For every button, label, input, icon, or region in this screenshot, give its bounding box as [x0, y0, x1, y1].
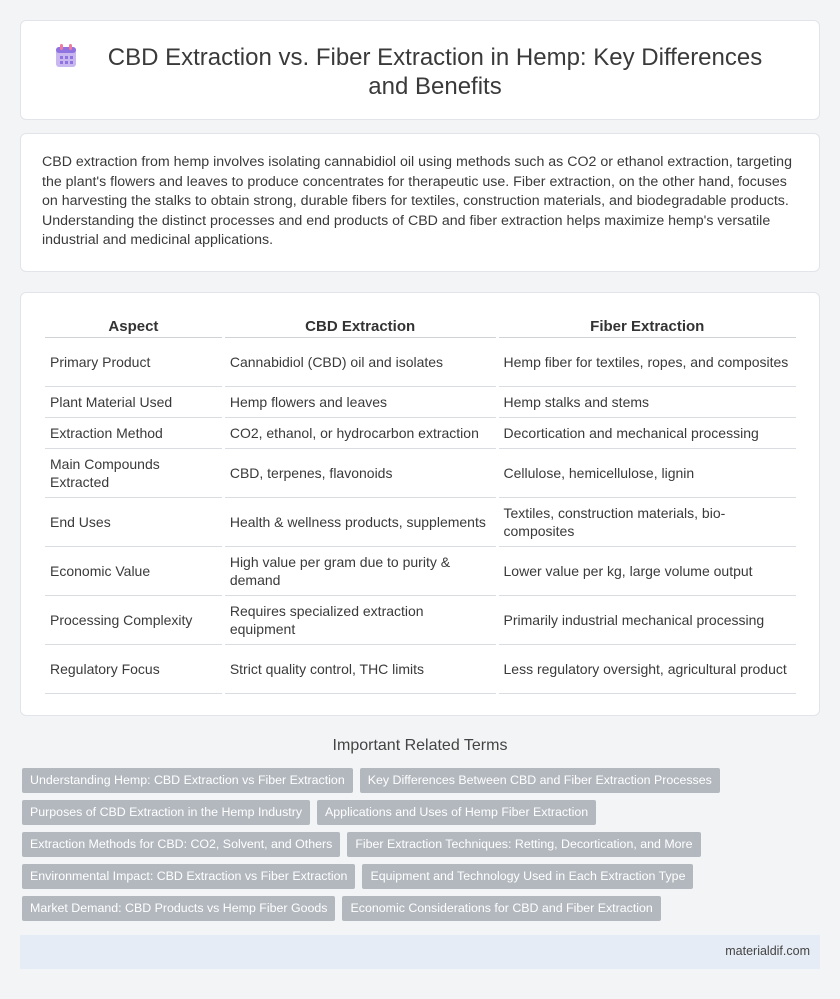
table-cell: Less regulatory oversight, agricultural product: [499, 645, 796, 694]
related-term-link[interactable]: Purposes of CBD Extraction in the Hemp Industry: [22, 800, 310, 825]
table-cell: Textiles, construction materials, bio-composites: [499, 498, 796, 547]
table-row: [45, 418, 796, 449]
table-cell: Hemp stalks and stems: [499, 387, 796, 418]
table-cell: Processing Complexity: [45, 596, 222, 645]
table-row: [45, 596, 796, 645]
table-cell: Hemp flowers and leaves: [225, 387, 496, 418]
table-cell: Health & wellness products, supplements: [225, 498, 496, 547]
table-cell: High value per gram due to purity & demand: [225, 547, 496, 596]
table-cell: Cellulose, hemicellulose, lignin: [499, 449, 796, 498]
table-cell: Plant Material Used: [45, 387, 222, 418]
table-header-row: [45, 315, 796, 338]
table-cell: Lower value per kg, large volume output: [499, 547, 796, 596]
related-term-link[interactable]: Environmental Impact: CBD Extraction vs Fiber Extraction: [22, 864, 355, 889]
table-row: [45, 449, 796, 498]
table-row: [45, 645, 796, 694]
related-terms-list: [22, 768, 822, 928]
title-card: [20, 20, 820, 120]
related-term-link[interactable]: Understanding Hemp: CBD Extraction vs Fiber Extraction: [22, 768, 353, 793]
table-cell: CO2, ethanol, or hydrocarbon extraction: [225, 418, 496, 449]
table-cell: Hemp fiber for textiles, ropes, and composites: [499, 338, 796, 387]
related-term-link[interactable]: Extraction Methods for CBD: CO2, Solvent, and Others: [22, 832, 340, 857]
intro-paragraph: CBD extraction from hemp involves isolating cannabidiol oil using methods such as CO2 or ethanol extraction, targeting the plant's flowers and leaves to produce concentrates for therapeutic use. Fiber extraction, on the other hand, focuses on harvesting the stalks to obtain strong, durable fibers for textiles, construction materials, and biodegradable products. Understanding the distinct processes and end products of CBD and fiber extraction helps maximize hemp's versatile industrial and medicinal applications.: [42, 154, 792, 248]
table-cell: Strict quality control, THC limits: [225, 645, 496, 694]
table-cell: Extraction Method: [45, 418, 222, 449]
table-cell: Cannabidiol (CBD) oil and isolates: [225, 338, 496, 387]
table-cell: Economic Value: [45, 547, 222, 596]
related-term-link[interactable]: Market Demand: CBD Products vs Hemp Fiber Goods: [22, 896, 335, 921]
table-cell: Requires specialized extraction equipment: [225, 596, 496, 645]
table-row: [45, 547, 796, 596]
table-cell: Regulatory Focus: [45, 645, 222, 694]
comparison-table: [42, 315, 799, 694]
related-term-link[interactable]: Economic Considerations for CBD and Fiber Extraction: [342, 896, 660, 921]
table-row: [45, 498, 796, 547]
column-header-cbd: CBD Extraction: [225, 315, 496, 338]
table-cell: Decortication and mechanical processing: [499, 418, 796, 449]
related-term-link[interactable]: Fiber Extraction Techniques: Retting, Decortication, and More: [347, 832, 700, 857]
related-term-link[interactable]: Applications and Uses of Hemp Fiber Extraction: [317, 800, 596, 825]
table-cell: CBD, terpenes, flavonoids: [225, 449, 496, 498]
footer: [20, 935, 820, 969]
comparison-table-card: [20, 292, 820, 716]
related-term-link[interactable]: Key Differences Between CBD and Fiber Extraction Processes: [360, 768, 720, 793]
table-cell: Primarily industrial mechanical processing: [499, 596, 796, 645]
column-header-fiber: Fiber Extraction: [499, 315, 796, 338]
page-title: CBD Extraction vs. Fiber Extraction in Hemp: Key Differences and Benefits: [107, 44, 763, 100]
table-cell: End Uses: [45, 498, 222, 547]
column-header-aspect: Aspect: [45, 315, 222, 338]
footer-site-name: materialdif.com: [725, 944, 810, 958]
table-row: [45, 338, 796, 387]
table-cell: Primary Product: [45, 338, 222, 387]
related-terms-heading: Important Related Terms: [332, 737, 508, 754]
intro-card: [20, 133, 820, 272]
table-cell: Main Compounds Extracted: [45, 449, 222, 498]
table-row: [45, 387, 796, 418]
related-term-link[interactable]: Equipment and Technology Used in Each Extraction Type: [362, 864, 693, 889]
